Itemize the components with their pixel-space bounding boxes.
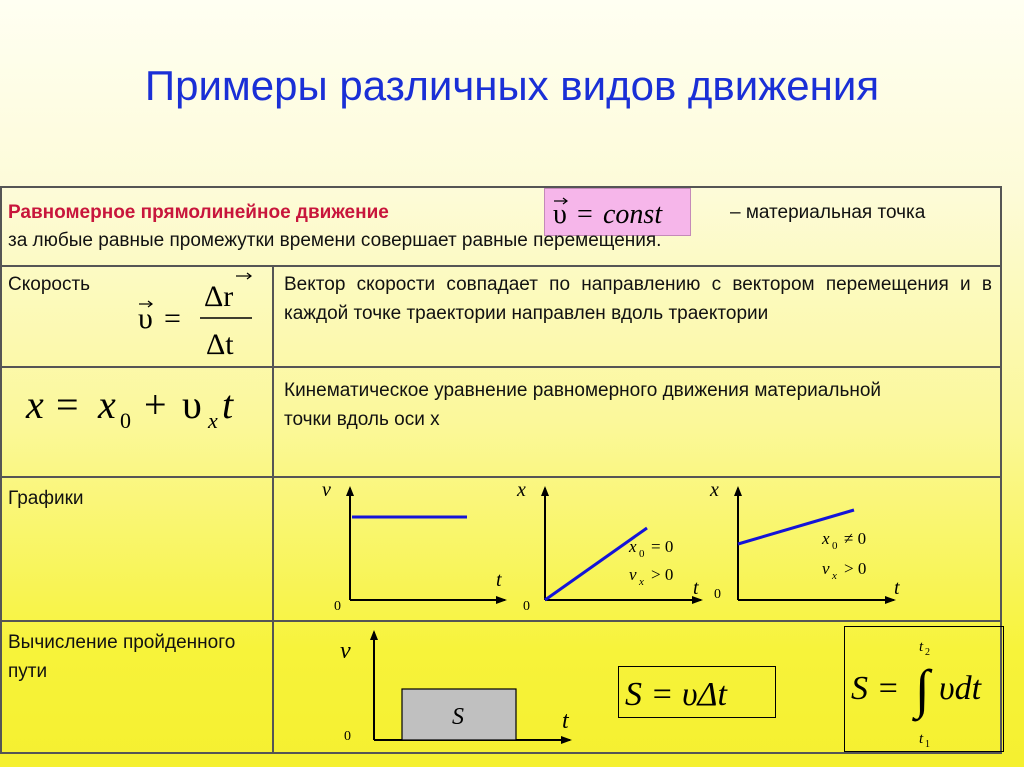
velocity-formula	[130, 268, 270, 364]
area-label: S	[452, 704, 464, 730]
svg-text:0: 0	[832, 540, 838, 552]
svg-text:x: x	[822, 529, 830, 548]
formula-v: υ	[553, 199, 567, 230]
svg-text:≠ 0: ≠ 0	[844, 529, 867, 548]
velocity-numerator: Δr	[204, 280, 234, 313]
graph-position-origin	[505, 482, 705, 616]
svg-text:0: 0	[639, 548, 645, 560]
uniform-motion-heading	[8, 198, 389, 227]
svg-text:x: x	[832, 570, 837, 582]
definition-tail: – материальная точка	[730, 202, 926, 223]
graph-velocity-const	[310, 482, 510, 616]
svg-text:v: v	[822, 559, 830, 578]
eq-x: x	[26, 382, 44, 427]
graph1-origin: 0	[334, 599, 341, 614]
graph3-y-label: x	[710, 482, 719, 501]
integral-lower-limit	[919, 731, 930, 750]
graph2-x-label: t	[693, 577, 699, 599]
integral-upper-limit	[919, 639, 930, 658]
table-divider	[0, 265, 1002, 267]
distance-formula: S = υΔt	[625, 676, 727, 713]
eq-equals: =	[56, 382, 79, 427]
velocity-eq: =	[164, 302, 181, 335]
svg-text:v: v	[629, 565, 637, 584]
svg-text:> 0: > 0	[844, 559, 867, 578]
graph3-condition-vx	[822, 559, 866, 582]
formula-const: const	[603, 199, 663, 230]
svg-text:> 0: > 0	[651, 565, 674, 584]
table-column-divider	[272, 266, 274, 754]
svg-text:2: 2	[925, 647, 930, 658]
svg-text:t: t	[919, 731, 924, 747]
motion-table	[0, 186, 1002, 754]
table-border-top	[0, 186, 1002, 188]
slide-title: Примеры различных видов движения	[144, 62, 880, 109]
graph-distance-area	[330, 626, 580, 750]
graph2-origin: 0	[523, 599, 530, 614]
table-divider	[0, 620, 1002, 622]
graph2-condition-vx	[629, 565, 673, 588]
eq-v-sub: x	[208, 408, 218, 433]
graph-position-offset	[698, 482, 918, 616]
integral-body: υdt	[939, 670, 982, 707]
formula-eq: =	[577, 199, 593, 230]
svg-text:1: 1	[925, 739, 930, 750]
velocity-denominator: Δt	[206, 328, 234, 361]
eq-v: υ	[182, 382, 202, 427]
svg-text:x: x	[629, 537, 637, 556]
graph2-y-label: x	[517, 482, 526, 501]
eq-plus: +	[144, 382, 167, 427]
kinematic-equation	[20, 374, 268, 444]
eq-x0: x	[98, 382, 116, 427]
integral-lhs: S =	[851, 670, 900, 707]
graph1-y-label: v	[322, 482, 331, 501]
graph3-condition-x0	[821, 529, 866, 552]
eq-x0-sub: 0	[120, 408, 131, 433]
distance-origin: 0	[344, 729, 351, 744]
definition-line2: за любые равные промежутки времени совершает равные перемещения.	[8, 230, 662, 251]
velocity-lhs: υ	[138, 302, 153, 335]
graphs-label: Графики	[8, 488, 84, 509]
velocity-description: Вектор скорости совпадает по направлению с вектором перемещения и в каждой точке траектории направлен вдоль траектории	[284, 274, 992, 324]
distance-label: Вычисление пройденного пути	[8, 632, 236, 682]
table-divider	[0, 476, 1002, 478]
distance-x-label: t	[562, 708, 569, 734]
eq-t: t	[222, 382, 234, 427]
integral-formula-box	[844, 626, 1004, 752]
table-border-left	[0, 186, 2, 754]
svg-text:= 0: = 0	[651, 537, 674, 556]
distance-y-label: v	[340, 638, 351, 664]
distance-formula-box	[618, 666, 776, 718]
velocity-label: Скорость	[8, 274, 91, 295]
position-line	[738, 510, 854, 544]
graph1-x-label: t	[496, 569, 502, 591]
graph2-condition-x0	[628, 537, 673, 560]
integral-sign: ∫	[915, 659, 930, 719]
svg-text:t: t	[919, 639, 924, 655]
svg-text:x: x	[639, 576, 644, 588]
graph3-origin: 0	[714, 587, 721, 602]
uniform-heading-text: Равномерное прямолинейное движение	[8, 202, 389, 223]
table-divider	[0, 366, 1002, 368]
equation-description: Кинематическое уравнение равномерного движения материальной точки вдоль оси x	[284, 380, 882, 430]
graph3-x-label: t	[894, 577, 900, 599]
